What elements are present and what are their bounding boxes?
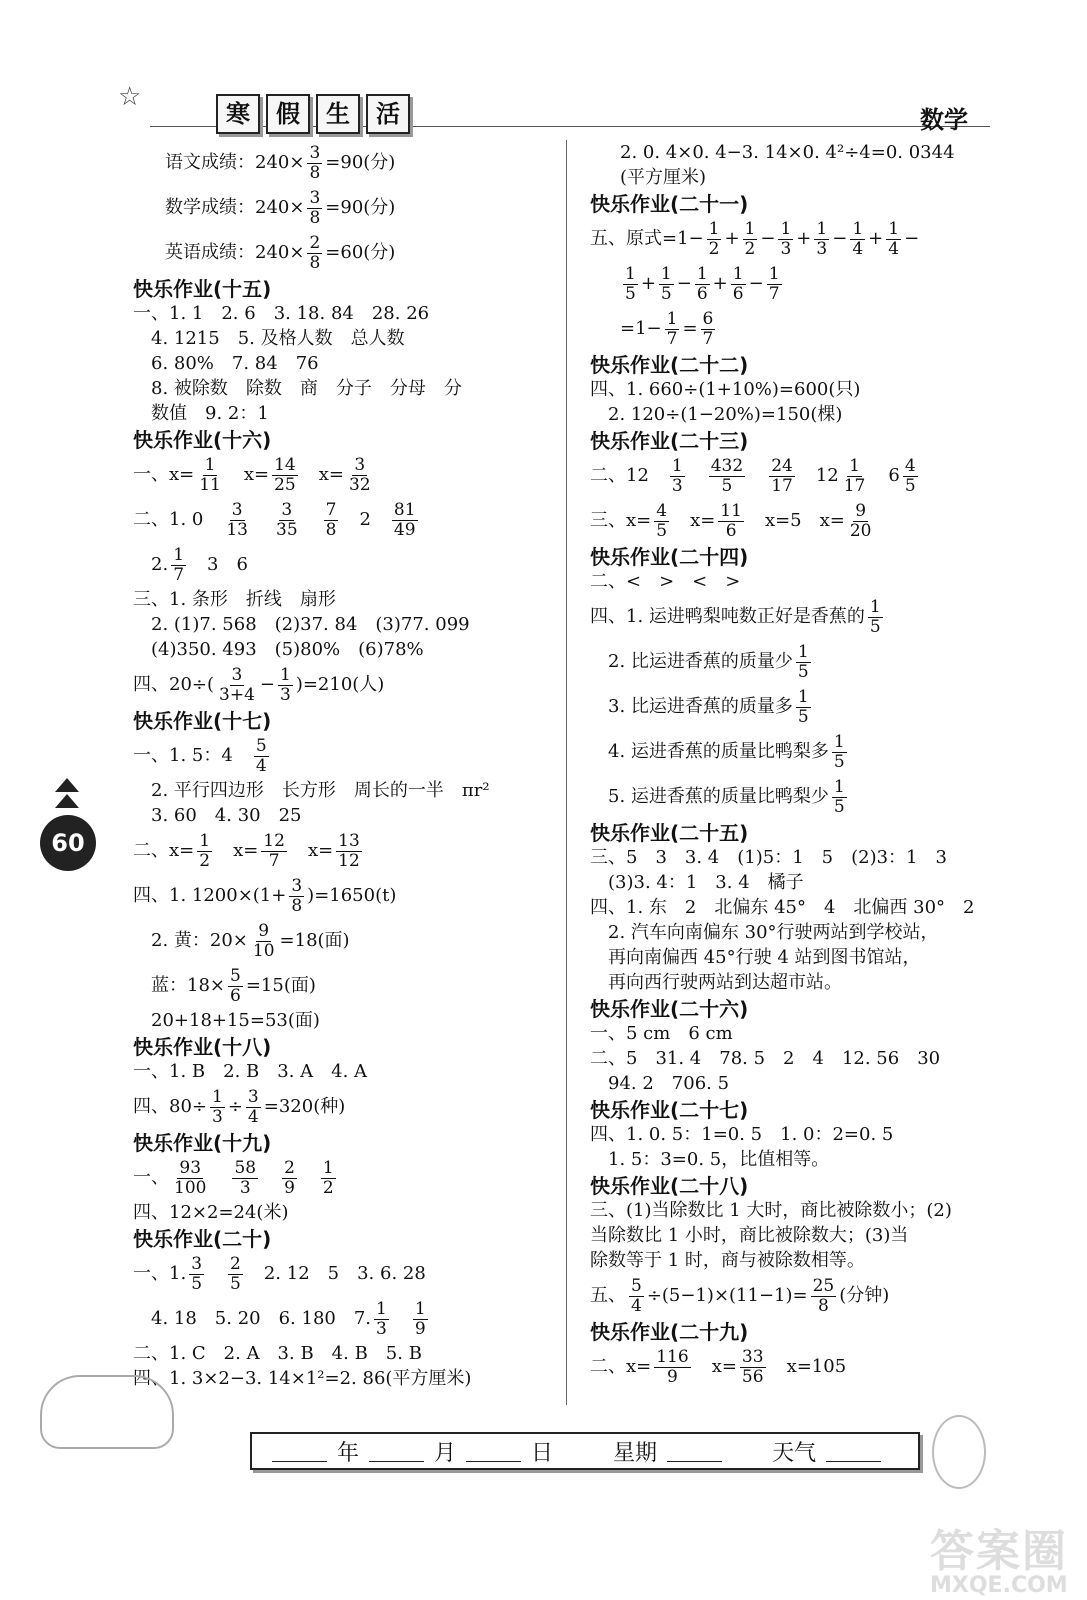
answer-line: 二、1. 0 $\frac{3}{13}$ $\frac{3}{35}$ $\frac{7}{8}$ 2 $\frac{81}{49}$: [133, 499, 416, 540]
answer-line: 四、80÷ $\frac{1}{3}$ ÷ $\frac{3}{4}$ =320(种): [133, 1086, 346, 1127]
answer-line: 四、1. 东 2 北偏东 45° 4 北偏西 30° 2: [590, 897, 975, 918]
answer-line: 4. 运进香蕉的质量比鸭梨多 $\frac{1}{5}$: [590, 731, 845, 772]
answer-line: $\frac{1}{5}$ + $\frac{1}{5}$ − $\frac{1}{6}$ + $\frac{1}{6}$ − $\frac{1}{7}$: [625, 263, 780, 304]
answer-line: 1. 5：3=0. 5，比值相等。: [590, 1149, 830, 1170]
answer-line: 3. 60 4. 30 25: [133, 805, 302, 826]
section-heading: 快乐作业(二十五): [590, 821, 749, 845]
day-label: 日: [531, 1440, 554, 1466]
watermark-logo: 答案圈: [930, 1526, 1068, 1577]
answer-line: 五、 $\frac{5}{4}$ ÷(5−1)×(11−1)= $\frac{25}{8}$ (分钟): [590, 1275, 890, 1316]
answer-line: 一、x= $\frac{1}{11}$ x= $\frac{14}{25}$ x= $\frac{3}{32}$: [133, 454, 371, 495]
section-heading: 快乐作业(二十三): [590, 429, 749, 453]
answer-line: 二、1. C 2. A 3. B 4. B 5. B: [133, 1343, 422, 1364]
weekday-blank: [667, 1441, 722, 1462]
title-char-2: 假: [266, 94, 310, 134]
arrow-up-icon: [55, 778, 79, 792]
answer-line: 2. 平行四边形 长方形 周长的一半 πr²: [133, 780, 490, 801]
answer-line: 一、1. 1 2. 6 3. 18. 84 28. 26: [133, 303, 430, 324]
section-heading: 快乐作业(二十六): [590, 997, 749, 1021]
answer-line: =1− $\frac{1}{7}$ = $\frac{6}{7}$: [620, 308, 714, 349]
year-blank: [272, 1441, 327, 1462]
answer-line: 四、1. 3×2−3. 14×1²=2. 86(平方厘米): [133, 1368, 472, 1389]
answer-line: 94. 2 706. 5: [590, 1073, 730, 1094]
section-heading: 快乐作业(二十七): [590, 1098, 749, 1122]
answer-line: 8. 被除数 除数 商 分子 分母 分: [133, 378, 462, 399]
answer-line: 蓝：18× $\frac{5}{6}$ =15(面): [133, 965, 316, 1006]
answer-line: 四、1. 1200×(1+ $\frac{3}{8}$ )=1650(t): [133, 875, 397, 916]
section-heading: 快乐作业(二十九): [590, 1320, 749, 1344]
answer-line: 四、20÷( $\frac{3}{3+4}$ − $\frac{1}{3}$ )=210(人): [133, 664, 385, 705]
title-char-4: 活: [366, 94, 410, 134]
answer-line: 一、5 cm 6 cm: [590, 1023, 733, 1044]
answer-line: 数值 9. 2：1: [133, 403, 269, 424]
answer-line: 2. 比运进香蕉的质量少 $\frac{1}{5}$: [590, 641, 809, 682]
section-heading: 快乐作业(十五): [133, 277, 272, 301]
answer-line: 2. 120÷(1−20%)=150(棵): [590, 404, 843, 425]
answer-line: 3. 比运进香蕉的质量多 $\frac{1}{5}$: [590, 686, 809, 727]
answer-line: 2. (1)7. 568 (2)37. 84 (3)77. 099: [133, 614, 470, 635]
answer-line: 二、12 $\frac{1}{3}$ $\frac{432}{5}$ $\frac{24}{17}$ 12 $\frac{1}{17}$ 6 $\frac{4}{5}$: [590, 455, 916, 496]
answer-line: 语文成绩：240× $\frac{3}{8}$ =90(分): [165, 142, 396, 183]
page-number: 60: [40, 815, 96, 871]
answer-line: 四、1. 运进鸭梨吨数正好是香蕉的 $\frac{1}{5}$: [590, 596, 881, 637]
answer-line: 五、原式=1− $\frac{1}{2}$ + $\frac{1}{2}$ − $\frac{1}{3}$ + $\frac{1}{3}$ − $\frac{1}{4}$ + $\frac{1}{4}$ −: [590, 218, 920, 259]
subject-label: 数学: [920, 105, 968, 134]
answer-line: 四、12×2=24(米): [133, 1202, 289, 1223]
right-column: [590, 140, 1030, 1390]
answer-line: (3)3. 4：1 3. 4 橘子: [590, 872, 804, 893]
answer-line: 三、1. 条形 折线 扇形: [133, 589, 336, 610]
answer-line: 再向南偏西 45°行驶 4 站到图书馆站，: [590, 947, 921, 968]
answer-line: 一、1. 5：4 $\frac{5}{4}$: [133, 735, 267, 776]
star-icon: ☆: [118, 82, 142, 112]
title-char-1: 寒: [216, 94, 260, 134]
answer-line: 6. 80% 7. 84 76: [133, 353, 319, 374]
section-heading: 快乐作业(二十): [133, 1227, 272, 1251]
answer-line: 4. 1215 5. 及格人数 总人数: [133, 328, 405, 349]
section-heading: 快乐作业(十八): [133, 1035, 272, 1059]
answer-line: 三、x= $\frac{4}{5}$ x= $\frac{11}{6}$ x=5 x= $\frac{9}{20}$: [590, 500, 872, 541]
answer-line: 2. 黄：20× $\frac{9}{10}$ =18(面): [133, 920, 350, 961]
answer-line: 5. 运进香蕉的质量比鸭梨少 $\frac{1}{5}$: [590, 776, 845, 817]
answer-line: 二、x= $\frac{1}{2}$ x= $\frac{12}{7}$ x= $\frac{13}{12}$: [133, 830, 360, 871]
section-heading: 快乐作业(十九): [133, 1131, 272, 1155]
answer-line: 二、< > < >: [590, 571, 741, 592]
section-heading: 快乐作业(二十一): [590, 192, 749, 216]
answer-line: 二、5 31. 4 78. 5 2 4 12. 56 30: [590, 1048, 941, 1069]
weekday-label: 星期: [613, 1440, 658, 1466]
answer-line: 一、 $\frac{93}{100}$ $\frac{58}{3}$ $\frac{2}{9}$ $\frac{1}{2}$: [133, 1157, 334, 1198]
airplane-icon: [40, 1375, 174, 1449]
answer-line: 4. 18 5. 20 6. 180 7. $\frac{1}{3}$ $\frac{1}{9}$: [133, 1298, 426, 1339]
answer-line: 二、x= $\frac{116}{9}$ x= $\frac{33}{56}$ x=105: [590, 1346, 847, 1387]
watermark-url: MXQE.COM: [930, 1573, 1068, 1598]
answer-line: 再向西行驶两站到达超市站。: [590, 972, 842, 993]
answer-line: 2. 汽车向南偏东 30°行驶两站到学校站，: [590, 922, 939, 943]
answer-line: (4)350. 493 (5)80% (6)78%: [133, 639, 424, 660]
answer-line: 一、1. B 2. B 3. A 4. A: [133, 1061, 368, 1082]
day-blank: [466, 1441, 521, 1462]
section-heading: 快乐作业(二十二): [590, 353, 749, 377]
answer-line: 三、(1)当除数比 1 大时，商比被除数小；(2): [590, 1200, 952, 1221]
answer-line: 20+18+15=53(面): [133, 1010, 320, 1031]
section-heading: 快乐作业(十六): [133, 428, 272, 452]
month-label: 月: [434, 1440, 457, 1466]
column-divider: [566, 140, 567, 1405]
date-weather-bar: [250, 1432, 920, 1470]
answer-line: 除数等于 1 时，商与被除数相等。: [590, 1250, 865, 1271]
arrow-up-icon: [55, 794, 79, 808]
answer-line: (平方厘米): [620, 167, 707, 188]
weather-blank: [826, 1441, 881, 1462]
year-label: 年: [337, 1440, 360, 1466]
left-column: [133, 140, 553, 1392]
monkey-icon: [932, 1415, 986, 1489]
answer-line: 2. 0. 4×0. 4−3. 14×0. 4²÷4=0. 0344: [620, 142, 955, 163]
section-heading: 快乐作业(二十四): [590, 545, 749, 569]
answer-line: 英语成绩：240× $\frac{2}{8}$ =60(分): [165, 232, 396, 273]
section-heading: 快乐作业(二十八): [590, 1174, 749, 1198]
answer-line: 2. $\frac{1}{7}$ 3 6: [133, 544, 248, 585]
answer-line: 四、1. 660÷(1+10%)=600(只): [590, 379, 861, 400]
answer-line: 当除数比 1 小时，商比被除数大；(3)当: [590, 1225, 909, 1246]
answer-line: 三、5 3 3. 4 (1)5：1 5 (2)3：1 3: [590, 847, 947, 868]
section-heading: 快乐作业(十七): [133, 709, 272, 733]
weather-label: 天气: [772, 1440, 817, 1466]
title-char-3: 生: [316, 94, 360, 134]
answer-line: 一、1. $\frac{3}{5}$ $\frac{2}{5}$ 2. 12 5 3. 6. 28: [133, 1253, 426, 1294]
answer-line: 数学成绩：240× $\frac{3}{8}$ =90(分): [165, 187, 396, 228]
month-blank: [369, 1441, 424, 1462]
answer-line: 四、1. 0. 5：1=0. 5 1. 0：2=0. 5: [590, 1124, 894, 1145]
watermark: [930, 1515, 1068, 1598]
